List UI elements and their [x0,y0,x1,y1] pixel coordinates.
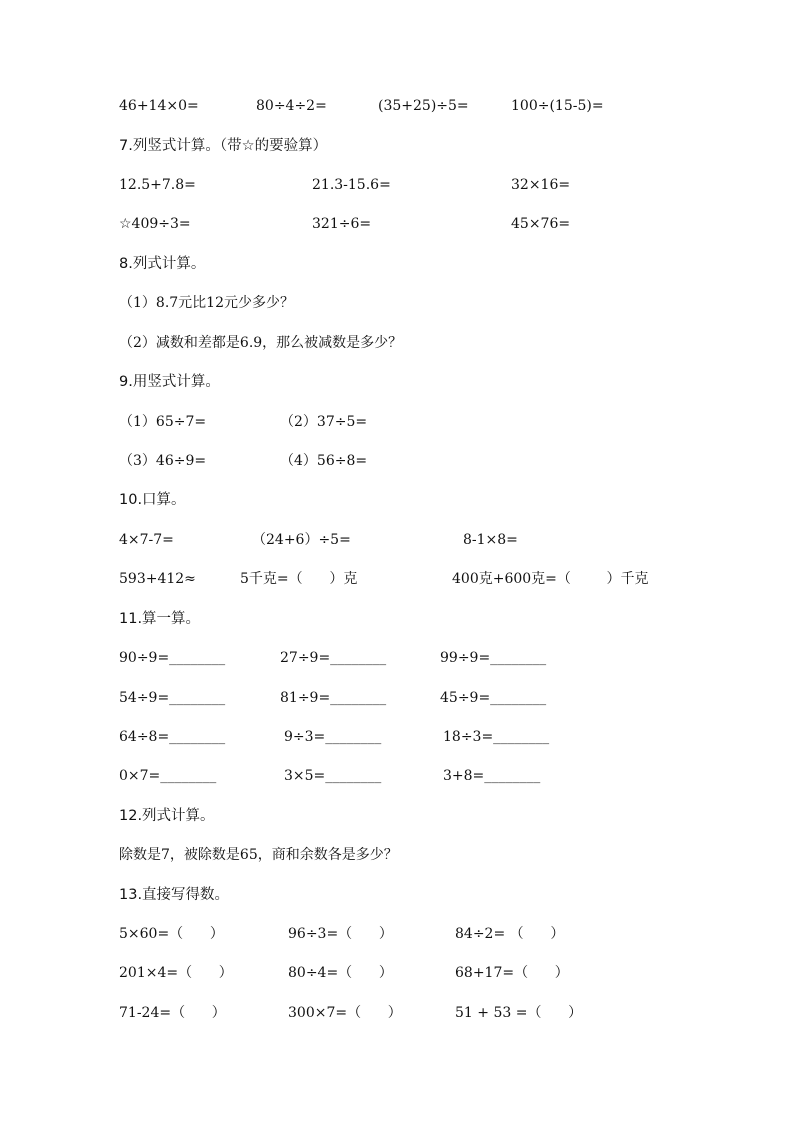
expression: 201×4=（ ） [119,965,233,981]
question-12-title: 12.列式计算。 [119,808,215,824]
expression: 300×7=（ ） [288,1005,402,1021]
expression: 96÷3=（ ） [288,926,393,942]
expression: 54÷9=________ [119,690,226,706]
question-13-title: 13.直接写得数。 [119,887,230,903]
question-7-row-1 [0,174,794,196]
question-13-row-3 [0,1002,794,1024]
word-problem: （2）减数和差都是6.9，那么被减数是多少？ [119,335,403,351]
expression: 321÷6= [312,216,372,232]
expression: 46+14×0= [119,98,199,114]
expression: （4）56÷8= [280,453,368,469]
expression: 71-24=（ ） [119,1005,226,1021]
question-11-row-4 [0,765,794,787]
expression: （1）65÷7= [119,414,207,430]
expression: 80÷4÷2= [256,98,327,114]
question-9-title: 9.用竖式计算。 [119,374,220,390]
expression: （2）37÷5= [280,414,368,430]
expression: 3×5=________ [284,768,382,784]
expression: 99÷9=________ [440,650,547,666]
question-13-row-2 [0,962,794,984]
question-7-title-line [0,135,794,157]
expression: 400克+600克=（ ）千克 [452,571,649,587]
question-12-prompt [0,844,794,866]
question-10-title: 10.口算。 [119,492,186,508]
expression: 27÷9=________ [280,650,387,666]
expression: （24+6）÷5= [252,532,351,548]
expression: 45×76= [511,216,571,232]
expression: 12.5+7.8= [119,177,196,193]
expression: 45÷9=________ [440,690,547,706]
question-8-part-2 [0,332,794,354]
expression: 81÷9=________ [280,690,387,706]
expression: 5×60=（ ） [119,926,224,942]
expression: ☆409÷3= [119,216,191,232]
expression: 32×16= [511,177,571,193]
question-12-title-line [0,805,794,827]
expression: （3）46÷9= [119,453,207,469]
question-11-row-1 [0,647,794,669]
word-problem: 除数是7，被除数是65，商和余数各是多少？ [119,847,398,863]
expression: 3+8=________ [443,768,541,784]
question-9-row-1 [0,411,794,433]
expression: 8-1×8= [463,532,518,548]
expression: 84÷2= （ ） [455,926,565,942]
expression: (35+25)÷5= [378,98,469,114]
expression: 21.3-15.6= [312,177,391,193]
expression: 68+17=（ ） [455,965,569,981]
question-11-title: 11.算一算。 [119,611,201,627]
expression: 0×7=________ [119,768,217,784]
question-7-row-2 [0,213,794,235]
question-9-title-line [0,371,794,393]
question-10-row-1 [0,529,794,551]
question-10-title-line [0,489,794,511]
expression: 593+412≈ [119,571,196,587]
question-8-title-line [0,253,794,275]
question-13-row-1 [0,923,794,945]
expression: 18÷3=________ [443,729,550,745]
expression: 90÷9=________ [119,650,226,666]
question-10-row-2 [0,568,794,590]
question-11-row-2 [0,687,794,709]
question-8-part-1 [0,292,794,314]
question-8-title: 8.列式计算。 [119,256,206,272]
expression: 5千克=（ ）克 [240,571,358,587]
expression: 9÷3=________ [284,729,382,745]
question-11-title-line [0,608,794,630]
expression: 64÷8=________ [119,729,226,745]
question-7-title: 7.列竖式计算。（带☆的要验算） [119,138,328,154]
arithmetic-row-top [0,95,794,117]
question-11-row-3 [0,726,794,748]
expression: 100÷(15-5)= [511,98,604,114]
question-9-row-2 [0,450,794,472]
word-problem: （1）8.7元比12元少多少？ [119,295,294,311]
question-13-title-line [0,884,794,906]
expression: 4×7-7= [119,532,174,548]
expression: 80÷4=（ ） [288,965,393,981]
expression: 51 + 53 =（ ） [455,1005,583,1021]
